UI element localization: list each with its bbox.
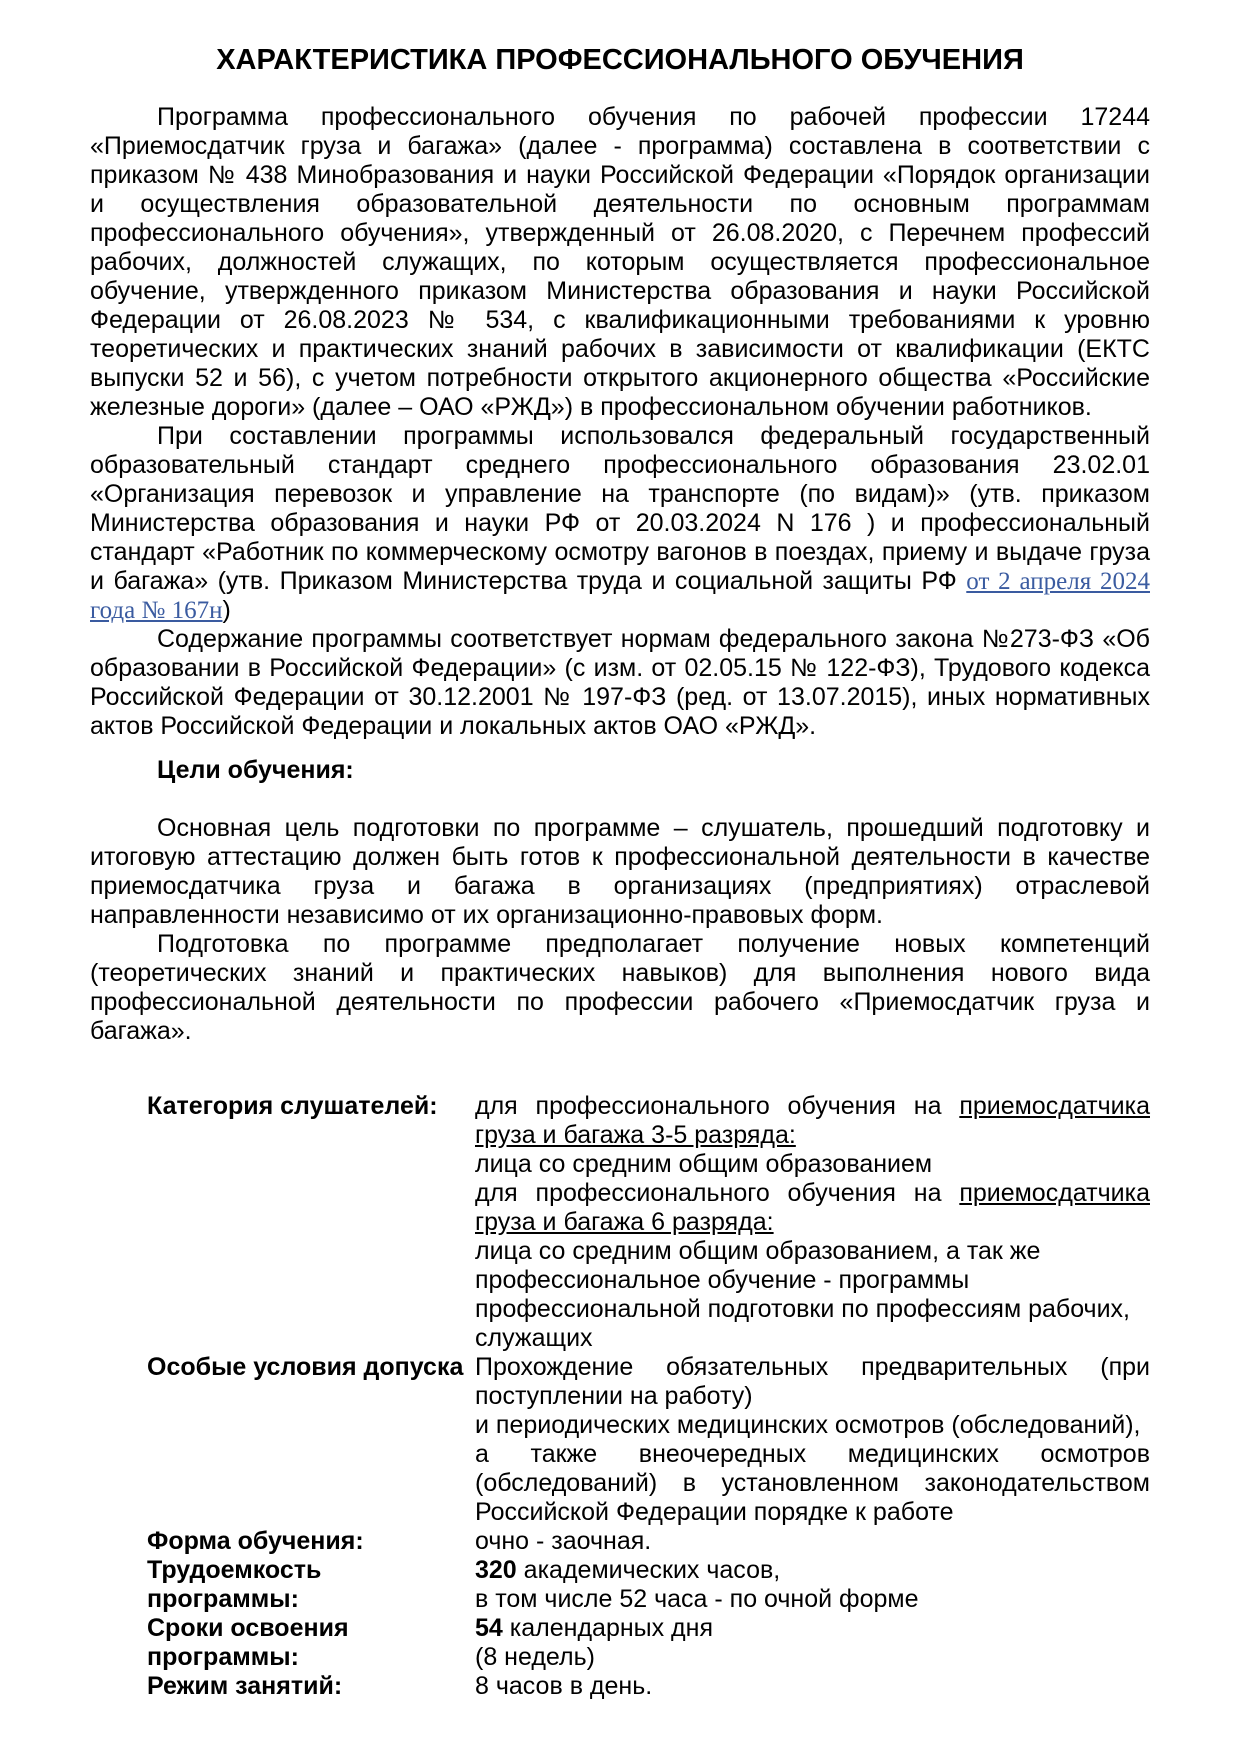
document-title: ХАРАКТЕРИСТИКА ПРОФЕССИОНАЛЬНОГО ОБУЧЕНИЯ <box>216 44 1024 76</box>
text-segment: в том числе 52 часа - по очной форме <box>475 1585 919 1613</box>
details-label: Режим занятий: <box>147 1672 343 1700</box>
details-value-line <box>475 1672 1150 1701</box>
details-value-line <box>475 1295 1150 1324</box>
details-row <box>90 1527 1150 1556</box>
text-segment: (обследований) в установленном законодательством <box>475 1469 1150 1497</box>
text-segment: служащих <box>475 1324 593 1352</box>
details-value-line <box>475 1266 1150 1295</box>
text-segment: Российской Федерации порядке к работе <box>475 1498 954 1526</box>
details-value-line <box>475 1614 1150 1643</box>
text-segment: приемосдатчика <box>959 1179 1150 1207</box>
details-value-line <box>475 1527 1150 1556</box>
details-value-line <box>475 1498 1150 1527</box>
paragraph-program-basis: Программа профессионального обучения по рабочей профессии 17244 «Приемосдатчик груза и багажа» (далее - программа) составлена в соответствии с приказом № 438 Минобразования и науки Российской Федерации «Порядок организации и осуществления образовательной деятельности по основным программам профессионального обучения», утвержденный от 26.08.2020, с Перечнем профессий рабочих, должностей служащих, по которым осуществляется профессиональное обучение, утвержденного приказом Министерства образования и науки Российской Федерации от 26.08.2023 № 534, с квалификационными требованиями к уровню теоретических и практических знаний рабочих в зависимости от квалификации (ЕКТС выпуски 52 и 56), с учетом потребности открытого акционерного общества «Российские железные дороги» (далее – ОАО «РЖД») в профессиональном обучении работников. <box>90 103 1150 421</box>
details-label: Форма обучения: <box>147 1527 364 1555</box>
text-segment: для профессионального обучения на <box>475 1092 960 1120</box>
details-value <box>475 1672 1150 1701</box>
program-details-table <box>90 1092 1150 1701</box>
details-value-line <box>475 1121 1150 1150</box>
details-row <box>90 1614 1150 1672</box>
text-segment: (8 недель) <box>475 1643 595 1671</box>
details-value <box>475 1092 1150 1353</box>
details-value-line <box>475 1208 1150 1237</box>
details-value-line <box>475 1150 1150 1179</box>
text-segment: приемосдатчика <box>959 1092 1150 1120</box>
details-value-line <box>475 1092 1150 1121</box>
paragraph-standards-text: При составлении программы использовался федеральный государственный образовательный стандарт среднего профессионального образования 23.02.01 «Организация перевозок и управление на транспорте (по видам)» (утв. приказом Министерства образования и науки РФ от 20.03.2024 N 176 ) и профессиональный стандарт «Работник по коммерческому осмотру вагонов в поездах, приему и выдаче груза и багажа» (утв. Приказом Министерства труда и социальной защиты РФ <box>90 422 1150 595</box>
text-segment: профессиональной подготовки по профессиям рабочих, <box>475 1295 1130 1323</box>
paragraph-program-content: Содержание программы соответствует нормам федерального закона №273-ФЗ «Об образовании в Российской Федерации» (с изм. от 02.05.15 № 122-ФЗ), Трудового кодекса Российской Федерации от 30.12.2001 № 197-ФЗ (ред. от 13.07.2015), иных нормативных актов Российской Федерации и локальных актов ОАО «РЖД». <box>90 625 1150 740</box>
text-segment: груза и багажа 3-5 разряда: <box>475 1121 796 1149</box>
text-segment: очно - заочная. <box>475 1527 652 1555</box>
details-row <box>90 1556 1150 1614</box>
details-value <box>475 1556 1150 1614</box>
details-value <box>475 1614 1150 1672</box>
text-segment: и периодических медицинских осмотров (обследований), <box>475 1411 1141 1439</box>
text-segment: 54 <box>475 1614 503 1642</box>
details-value-line <box>475 1179 1150 1208</box>
text-segment: профессиональное обучение - программы <box>475 1266 970 1294</box>
text-segment: 320 <box>475 1556 517 1584</box>
details-value-line <box>475 1382 1150 1411</box>
text-segment: Прохождение обязательных предварительных (при <box>475 1353 1150 1381</box>
details-row <box>90 1672 1150 1701</box>
text-segment: 8 часов в день. <box>475 1672 653 1700</box>
details-value-line <box>475 1585 1150 1614</box>
details-value-line <box>475 1556 1150 1585</box>
details-label: Трудоемкость программы: <box>147 1556 322 1613</box>
text-segment: лица со средним общим образованием, а так же <box>475 1237 1041 1265</box>
goals-heading: Цели обучения: <box>157 756 354 784</box>
details-value-line <box>475 1353 1150 1382</box>
order-167n-link[interactable]: от 2 апреля 2024 года № 167н <box>90 568 1150 624</box>
text-segment: груза и багажа 6 разряда: <box>475 1208 774 1236</box>
details-value-line <box>475 1237 1150 1266</box>
details-value <box>475 1353 1150 1527</box>
text-segment: для профессионального обучения на <box>475 1179 960 1207</box>
details-row <box>90 1353 1150 1527</box>
text-segment: поступлении на работу) <box>475 1382 753 1410</box>
details-value-line <box>475 1643 1150 1672</box>
text-segment: а также внеочередных медицинских осмотров <box>475 1440 1150 1468</box>
details-value-line <box>475 1469 1150 1498</box>
details-label: Категория слушателей: <box>147 1092 438 1120</box>
text-segment: академических часов, <box>516 1556 781 1584</box>
details-value-line <box>475 1411 1150 1440</box>
details-value <box>475 1527 1150 1556</box>
paragraph-standards-closing-paren: ) <box>222 596 231 624</box>
details-row <box>90 1092 1150 1353</box>
paragraph-main-goal: Основная цель подготовки по программе – слушатель, прошедший подготовку и итоговую аттестацию должен быть готов к профессиональной деятельности в качестве приемосдатчика груза и багажа в организациях (предприятиях) отраслевой направленности независимо от их организационно-правовых форм. <box>90 814 1150 929</box>
details-value-line <box>475 1440 1150 1469</box>
text-segment: лица со средним общим образованием <box>475 1150 933 1178</box>
paragraph-new-competencies: Подготовка по программе предполагает получение новых компетенций (теоретических знаний и практических навыков) для выполнения нового вида профессиональной деятельности по профессии рабочего «Приемосдатчик груза и багажа». <box>90 930 1150 1045</box>
details-value-line <box>475 1324 1150 1353</box>
details-label: Сроки освоения программы: <box>147 1614 349 1671</box>
details-label: Особые условия допуска <box>147 1353 464 1381</box>
paragraph-standards <box>90 422 1150 625</box>
text-segment: календарных дня <box>502 1614 713 1642</box>
